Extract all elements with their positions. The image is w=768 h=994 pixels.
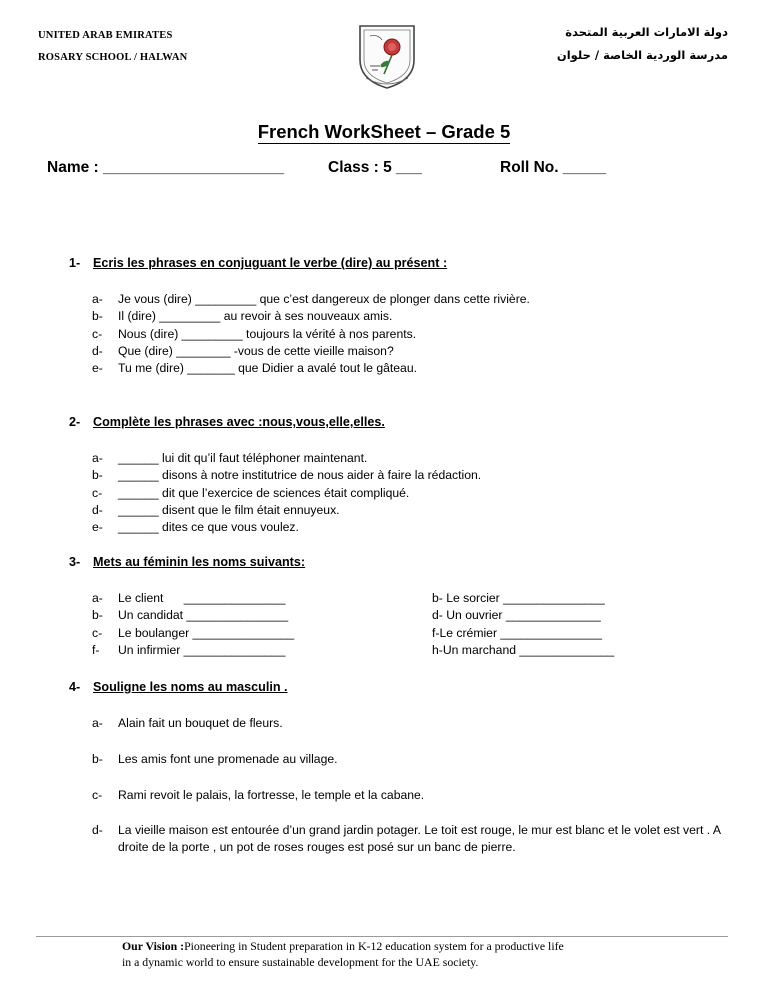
school-logo xyxy=(352,20,422,92)
list-item: f-Le crémier _______________ xyxy=(432,625,603,640)
class-field[interactable]: Class : 5 ___ xyxy=(328,159,422,176)
item-text: Que (dire) ________ -vous de cette vieille maison? xyxy=(118,343,394,358)
list-item xyxy=(92,467,732,484)
item-label: f- xyxy=(92,642,100,657)
item-text: Rami revoit le palais, la fortresse, le temple et la cabane. xyxy=(118,788,425,802)
list-item xyxy=(92,642,412,659)
list-item xyxy=(92,590,412,607)
item-label: a- xyxy=(92,591,103,605)
item-text: Le boulanger _______________ xyxy=(118,625,295,640)
list-item xyxy=(92,343,732,360)
list-item xyxy=(92,625,412,642)
question-2-number: 2- xyxy=(69,415,81,429)
item-label: e- xyxy=(92,520,103,535)
item-label: c- xyxy=(92,485,103,500)
item-text: Le client _______________ xyxy=(118,591,286,605)
item-label: d- xyxy=(92,343,103,358)
question-4-heading xyxy=(69,680,288,694)
item-label: b- xyxy=(92,309,103,324)
list-item xyxy=(92,715,732,732)
worksheet-title: French WorkSheet – Grade 5 xyxy=(257,121,511,142)
list-item xyxy=(92,787,732,804)
header-right-line1: دولة الامارات العربية المتحدة xyxy=(565,25,728,39)
item-text: Tu me (dire) _______ que Didier a avalé tout le gâteau. xyxy=(118,361,418,376)
list-item: b- Le sorcier _______________ xyxy=(432,591,605,605)
item-text: ______ dites ce que vous voulez. xyxy=(118,520,299,535)
item-label: c- xyxy=(92,788,103,802)
item-label: c- xyxy=(92,625,103,640)
question-1-number: 1- xyxy=(69,256,81,270)
item-label: b- xyxy=(92,752,103,766)
item-text: ______ lui dit qu’il faut téléphoner maintenant. xyxy=(118,451,368,465)
name-field[interactable]: Name : _____________________ xyxy=(47,159,285,176)
item-label: b- xyxy=(92,468,103,483)
footer-vision-label: Our Vision : xyxy=(122,939,185,953)
list-item: d- Un ouvrier ______________ xyxy=(432,608,601,623)
question-2-heading xyxy=(69,415,385,429)
list-item xyxy=(92,502,732,519)
header-right-line2: مدرسة الوردية الخاصة / حلوان xyxy=(556,48,728,62)
list-item xyxy=(92,326,732,343)
list-item xyxy=(92,360,732,377)
item-text: ______ dit que l’exercice de sciences était compliqué. xyxy=(118,485,410,500)
list-item xyxy=(92,308,732,325)
question-3-right-column xyxy=(432,590,732,659)
item-text: ______ disent que le film était ennuyeux. xyxy=(118,502,340,517)
item-label: a- xyxy=(92,716,103,730)
header-left-line1: UNITED ARAB EMIRATES xyxy=(38,30,173,41)
footer-vision-line1: Pioneering in Student preparation in K-12 education system for a productive life xyxy=(184,939,564,953)
question-4-number: 4- xyxy=(69,680,81,694)
item-label: c- xyxy=(92,326,103,341)
item-text: Il (dire) _________ au revoir à ses nouveaux amis. xyxy=(118,309,393,324)
list-item xyxy=(92,519,732,536)
footer-vision xyxy=(122,938,722,970)
list-item xyxy=(92,607,412,624)
item-label: a- xyxy=(92,292,103,306)
item-text: Un infirmier _______________ xyxy=(118,642,286,657)
question-3-text: Mets au féminin les noms suivants: xyxy=(93,555,306,569)
question-3-number: 3- xyxy=(69,555,81,569)
footer-vision-line2: in a dynamic world to ensure sustainable development for the UAE society. xyxy=(122,955,479,969)
list-item xyxy=(92,450,732,467)
item-label: d- xyxy=(92,502,103,517)
list-item xyxy=(92,751,732,768)
item-label: b- xyxy=(92,608,103,623)
question-1-heading xyxy=(69,256,447,270)
footer-divider xyxy=(36,936,728,937)
question-2-items xyxy=(92,450,732,536)
item-text: Nous (dire) _________ toujours la vérité à nos parents. xyxy=(118,326,417,341)
roll-number-field[interactable]: Roll No. _____ xyxy=(500,159,606,176)
question-3-left-column xyxy=(92,590,412,659)
list-item: h-Un marchand ______________ xyxy=(432,642,615,657)
item-label: e- xyxy=(92,361,103,376)
item-text: Je vous (dire) _________ que c’est dangereux de plonger dans cette rivière. xyxy=(118,292,530,306)
question-1-items xyxy=(92,291,732,377)
item-text: Alain fait un bouquet de fleurs. xyxy=(118,716,283,730)
header-left-line2: ROSARY SCHOOL / HALWAN xyxy=(38,52,188,63)
question-4-text: Souligne les noms au masculin . xyxy=(93,680,288,694)
item-text: La vieille maison est entourée d’un grand jardin potager. Le toit est rouge, le mur est blanc et le volet est vert . A droite de la porte , un pot de roses rouges est posé sur un banc de pierre. xyxy=(118,823,721,855)
list-item xyxy=(92,485,732,502)
item-label: d- xyxy=(92,823,103,837)
question-1-text: Ecris les phrases en conjuguant le verbe (dire) au présent : xyxy=(93,256,448,270)
list-item xyxy=(92,291,732,308)
item-text: Un candidat _______________ xyxy=(118,608,289,623)
item-label: a- xyxy=(92,451,103,465)
list-item xyxy=(92,822,732,858)
item-text: ______ disons à notre institutrice de nous aider à faire la rédaction. xyxy=(118,468,482,483)
question-2-text: Complète les phrases avec :nous,vous,elle,elles. xyxy=(93,415,385,429)
question-3-heading xyxy=(69,555,305,569)
item-text: Les amis font une promenade au village. xyxy=(118,752,338,766)
